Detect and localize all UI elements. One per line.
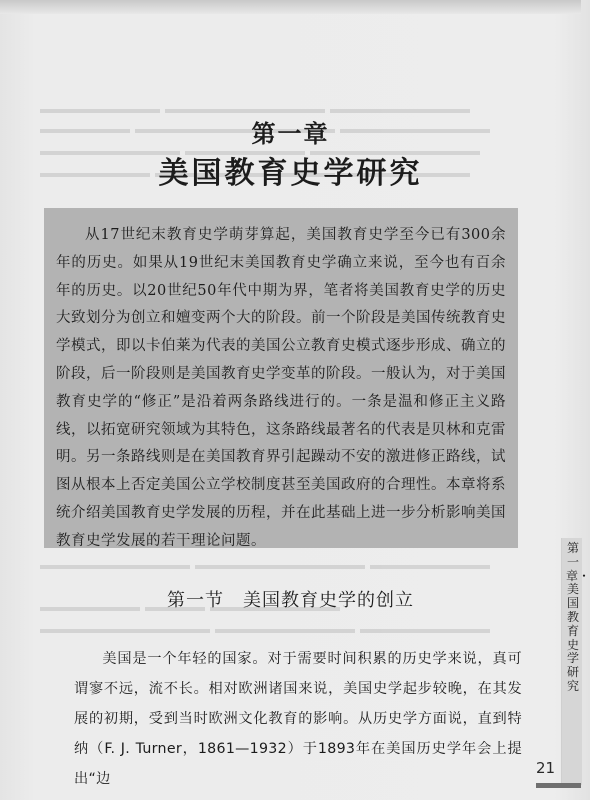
page-top-edge [0,0,581,14]
bleed-through-line [40,556,520,564]
running-chapter-title: 第一章・美国教育史学研究 [566,541,590,693]
chapter-abstract-text: 从17世纪末教育史学萌芽算起，美国教育史学至今已有300余年的历史。如果从19世纪末美国教育史学确立来说，至今也有百余年的历史。以20世纪50年代中期为界，笔者将美国教育史学的历史大致划分为创立和嬗变两个大的阶段。前一个阶段是美国传统教育史学模式，即以卡伯莱为代表的美国公立教育史模式逐步形成、确立的阶段，后一阶段则是美国教育史学变革的阶段。一般认为，对于美国教育史学的“修正”是沿着两条路线进行的。一条是温和修正主义路线，以拓宽研究领域为其特色，这条路线最著名的代表是贝林和克雷明。另一条路线则是在美国教育界引起躁动不安的激进修正路线，试图从根本上否定美国公立学校制度甚至美国政府的合理性。本章将系统介绍美国教育史学发展的历程，并在此基础上进一步分析影响美国教育史学发展的若干理论问题。 [56,227,506,549]
chapter-number: 第一章 [251,119,330,148]
bleed-through-line [40,620,520,628]
page-number: 21 [536,759,556,777]
section-body-paragraph: 美国是一个年轻的国家。对于需要时间积累的历史学来说，真可谓寥不远，流不长。相对欧洲诸国来说，美国史学起步较晚，在其发展的初期，受到当时欧洲文化教育的影响。从历史学方面说，直到特纳（F. J. Turner，1861—1932）于1893年在美国历史学年会上提出“边 [74,651,522,787]
page-number-rule [536,783,581,788]
chapter-title: 美国教育史学研究 [158,156,423,191]
section-heading: 第一节 美国教育史学的创立 [167,590,414,611]
bleed-through-line [40,100,520,108]
